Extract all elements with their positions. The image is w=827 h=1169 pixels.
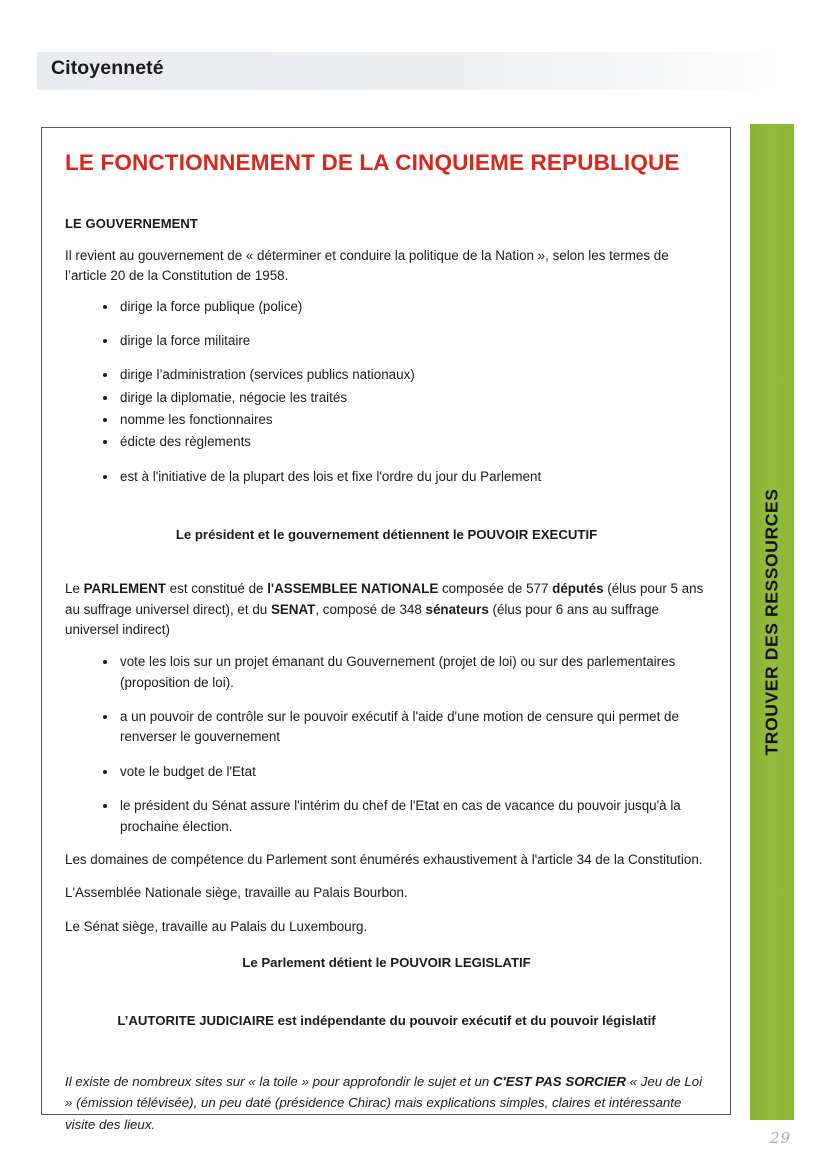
parlement-term-deputes: députés bbox=[552, 581, 604, 597]
document-title: LE FONCTIONNEMENT DE LA CINQUIEME REPUBLIQUE bbox=[65, 150, 680, 175]
parlement-text-2: est constitué de bbox=[165, 581, 268, 597]
list-item: dirige la diplomatie, négocie les traités bbox=[65, 388, 708, 408]
section-heading-gouvernement: LE GOUVERNEMENT bbox=[65, 216, 198, 231]
document-body bbox=[65, 214, 708, 1135]
section-side-tab bbox=[750, 124, 794, 1120]
page-number: 29 bbox=[770, 1129, 792, 1147]
parlement-closing-paragraph-1: Les domaines de compétence du Parlement sont énumérés exhaustivement à l'article 34 de la Constitution. bbox=[65, 851, 703, 867]
list-item: vote le budget de l'Etat bbox=[65, 762, 708, 782]
parlement-term-parlement: PARLEMENT bbox=[83, 581, 166, 597]
side-tab-label: TROUVER DES RESSOURCES bbox=[761, 488, 782, 756]
parlement-text-6: (élus pour 6 ans au suffrage universel indirect) bbox=[65, 601, 660, 637]
note-term-cest-pas-sorcier: C'EST PAS SORCIER bbox=[492, 1074, 626, 1090]
pouvoir-legislatif-statement: Le Parlement détient le POUVOIR LEGISLATIF bbox=[242, 955, 531, 971]
parlement-text-4: (élus pour 5 ans au suffrage universel direct), et du bbox=[65, 581, 704, 617]
parlement-text-3: composée de 577 bbox=[438, 581, 553, 597]
parlement-text-1: Le bbox=[65, 581, 84, 597]
list-item: dirige la force militaire bbox=[65, 331, 708, 351]
gouvernement-intro-paragraph: Il revient au gouvernement de « déterminer et conduire la politique de la Nation », selon les termes de l’article 20 de la Constitution de 1958. bbox=[65, 247, 669, 284]
parlement-closing-paragraph-3: Le Sénat siège, travaille au Palais du Luxembourg. bbox=[65, 918, 368, 934]
list-item: a un pouvoir de contrôle sur le pouvoir exécutif à l'aide d'une motion de censure qui permet de renverser le gouvernement bbox=[65, 707, 708, 748]
gouvernement-bullet-list bbox=[65, 297, 708, 488]
parlement-term-senateurs: sénateurs bbox=[425, 601, 489, 617]
autorite-judiciaire-statement: L’AUTORITE JUDICIAIRE est indépendante du pouvoir exécutif et du pouvoir législatif bbox=[117, 1013, 656, 1029]
list-item: dirige la force publique (police) bbox=[65, 297, 708, 317]
parlement-closing-paragraph-2: L'Assemblée Nationale siège, travaille au Palais Bourbon. bbox=[65, 885, 408, 901]
list-item: vote les lois sur un projet émanant du Gouvernement (projet de loi) ou sur des parlementaires (proposition de loi). bbox=[65, 652, 708, 693]
list-item: le président du Sénat assure l'intérim du chef de l'Etat en cas de vacance du pouvoir jusqu'à la prochaine élection. bbox=[65, 796, 708, 837]
list-item: édicte des règlements bbox=[65, 432, 708, 452]
parlement-term-assemblee: l'ASSEMBLEE NATIONALE bbox=[267, 581, 439, 597]
note-text-1: Il existe de nombreux sites sur « la toile » pour approfondir le sujet et un bbox=[65, 1074, 493, 1090]
resources-note-paragraph bbox=[65, 1071, 708, 1135]
content-card bbox=[41, 127, 731, 1132]
list-item: dirige l’administration (services publics nationaux) bbox=[65, 365, 708, 385]
pouvoir-executif-statement: Le président et le gouvernement détiennent le POUVOIR EXECUTIF bbox=[175, 527, 598, 543]
page-title: Citoyenneté bbox=[51, 57, 164, 79]
note-text-2: « Jeu de Loi » (émission télévisée), un peu daté (présidence Chirac) mais explications simples, claires et intéressante visite des lieux. bbox=[65, 1074, 703, 1132]
list-item: est à l'initiative de la plupart des lois et fixe l'ordre du jour du Parlement bbox=[65, 467, 708, 487]
parlement-bullet-list bbox=[65, 652, 708, 837]
parlement-term-senat: SENAT bbox=[270, 601, 316, 617]
list-item: nomme les fonctionnaires bbox=[65, 410, 708, 430]
parlement-intro-paragraph bbox=[65, 579, 708, 640]
parlement-text-5: , composé de 348 bbox=[315, 601, 426, 617]
